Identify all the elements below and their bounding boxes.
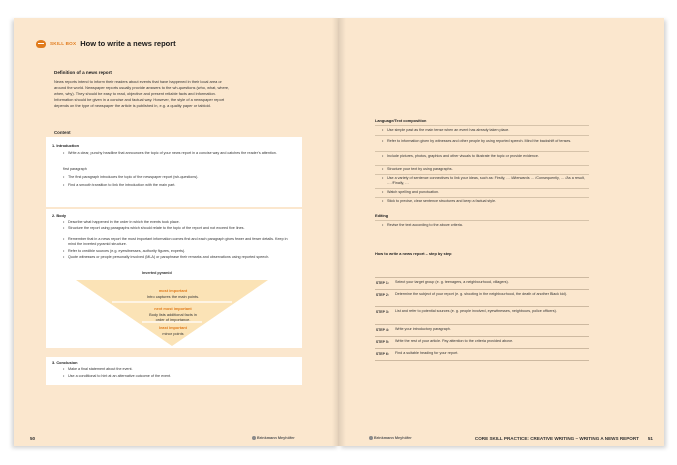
step-row-6 (375, 351, 589, 356)
left-page (14, 18, 339, 446)
intro-bullet-1: • Write a clear, punchy headline that announces the topic of your news report in a concise way and catches the reader’s attention. (68, 151, 292, 156)
section-title-conclusion: 3. Conclusion (52, 360, 78, 365)
pyramid-level-2-text: Body lists additional facts in order of importance. (149, 312, 197, 322)
language-bullet-3: • Include pictures, photos, graphics and other visuals to illustrate the topic or provide evidence. (387, 154, 587, 159)
language-bullet-6: • Watch spelling and punctuation. (387, 190, 587, 195)
step-1-label: STEP 1: (375, 281, 389, 285)
definition-text: News reports intend to inform their readers about events that have happened in their local area or around the world. Newspaper reports usually provide answers to the wh-questions (who, what, where, when, why). They should be easy to read, objective and present reliable facts and information. Information should be given in a concise and factual way. However, the style of a newspaper report depends on the type of newspaper the article is published in, e.g. a quality paper or tabloid. (54, 79, 230, 109)
body-bullet-1: • Describe what happened in the order in which the events took place. (68, 220, 292, 225)
step-4-label: STEP 4: (375, 328, 389, 332)
language-bullet-1: • Use simple past as the main tense when an event has already taken place. (387, 128, 587, 133)
brand-logo-icon (369, 436, 373, 440)
pyramid-level-1-text: Intro captures the main points. (146, 294, 200, 299)
step-row-5 (375, 339, 589, 344)
brand-logo-icon (252, 436, 256, 440)
definition-heading: Definition of a news report (54, 70, 112, 75)
rule-1 (375, 135, 589, 136)
body-box (46, 209, 302, 348)
body-bullet-4: • Refer to credible sources (e.g. eyewitnesses, authority figures, experts). (68, 249, 292, 254)
step-5-label: STEP 5: (375, 340, 389, 344)
step-6-label: STEP 6: (375, 352, 389, 356)
step-rule-6 (375, 360, 589, 361)
content-heading: Content (54, 130, 71, 135)
step-row-3 (375, 309, 589, 314)
step-3-text: List and refer to potential sources (e. g. people involved, eyewitnesses, neighbours, police officers). (395, 309, 557, 313)
step-2-text: Determine the subject of your report (e. g. shooting in the neighbourhood, the death of another Black kid). (395, 292, 567, 296)
book-gutter (332, 18, 346, 446)
step-4-text: Write your introductory paragraph. (395, 327, 451, 331)
body-bullet-3: • Remember that in a news report the most important information comes first and each paragraph gives fewer and fewer details. Keep in mind the inverted pyramid structure. (68, 237, 292, 248)
section-title-body: 2. Body (52, 213, 67, 218)
section-title-introduction: 1. Introduction (52, 143, 80, 148)
step-2-label: STEP 2: (375, 293, 389, 297)
introduction-box (46, 137, 302, 207)
skill-box-icon (36, 40, 46, 48)
editing-divider (375, 220, 589, 221)
step-rule-2 (375, 306, 589, 307)
conclusion-bullet-1: • Make a final statement about the event. (68, 367, 292, 372)
step-3-label: STEP 3: (375, 310, 389, 314)
step-6-text: Find a suitable heading for your report. (395, 351, 459, 355)
pyramid-level-1-heading: most important (158, 288, 188, 293)
left-brand (252, 436, 295, 440)
pyramid-level-3-text: minor points (162, 331, 184, 336)
step-rule-4 (375, 336, 589, 337)
rule-3 (375, 165, 589, 166)
rule-5 (375, 188, 589, 189)
step-rule-1 (375, 289, 589, 290)
step-rule-0 (375, 277, 589, 278)
intro-bullet-2: • The first paragraph introduces the topic of the newspaper report (wh-questions). (68, 175, 292, 180)
first-paragraph-label: first paragraph (63, 167, 87, 171)
language-bullet-7: • Stick to precise, clear sentence structures and keep a factual style. (387, 199, 587, 204)
intro-bullet-3: • Find a smooth transition to link the introduction with the main part. (68, 183, 292, 188)
right-page-number: 51 (647, 436, 653, 441)
editing-bullet-1: • Revise the text according to the above criteria. (387, 223, 587, 228)
rule-4 (375, 174, 589, 175)
steps-heading: How to write a news report – step by step (375, 251, 452, 256)
page-title: How to write a news report (80, 39, 176, 48)
conclusion-bullet-2: • Use a conditional to hint at an alternative outcome of the event. (68, 374, 292, 379)
language-bullet-5: • Use a variety of sentence connectives to link your ideas, such as: Firstly, … /Afterwards … /Consequently, … /As a result, … /Finally, … (387, 176, 587, 187)
step-row-4 (375, 327, 589, 332)
step-row-2 (375, 292, 589, 297)
step-5-text: Write the rest of your article. Pay attention to the criteria provided above. (395, 339, 514, 343)
book-spread (14, 18, 664, 446)
running-title: CORE SKILL PRACTICE: CREATIVE WRITING – WRITING A NEWS REPORT (474, 436, 639, 441)
body-bullet-2: • Structure the report using paragraphs which should relate to the topic of the report and not exceed five lines. (68, 226, 292, 231)
rule-2 (375, 151, 589, 152)
conclusion-box (46, 357, 302, 385)
pyramid-level-3-heading: least important (159, 325, 187, 330)
language-bullet-4: • Structure your text by using paragraphs. (387, 167, 587, 172)
step-rule-5 (375, 348, 589, 349)
language-divider (375, 125, 589, 126)
right-brand-text: Brinkmann Meyhöfer (374, 436, 412, 440)
editing-heading: Editing (375, 213, 389, 218)
language-bullet-2: • Refer to information given by witnesses and other people by using reported speech. Mind the backshift of tenses. (387, 139, 587, 144)
pyramid-title: Inverted pyramid (142, 271, 172, 275)
left-page-number: 50 (30, 436, 36, 441)
right-page (339, 18, 664, 446)
body-bullet-5: • Quote witnesses or people personally involved (MLA) or paraphrase their remarks and observations using reported speech. (68, 255, 292, 260)
step-1-text: Select your target group (e. g. teenagers, a neighbourhood, villagers). (395, 280, 509, 284)
skill-label: SKILL BOX (50, 41, 77, 46)
step-rule-3 (375, 324, 589, 325)
right-brand (369, 436, 412, 440)
language-heading: Language/Text composition (375, 118, 427, 123)
rule-6 (375, 197, 589, 198)
left-brand-text: Brinkmann Meyhöfer (257, 436, 295, 440)
skill-box-header (36, 39, 176, 48)
step-row-1 (375, 280, 589, 285)
pyramid-level-2-heading: next most important (154, 306, 192, 311)
